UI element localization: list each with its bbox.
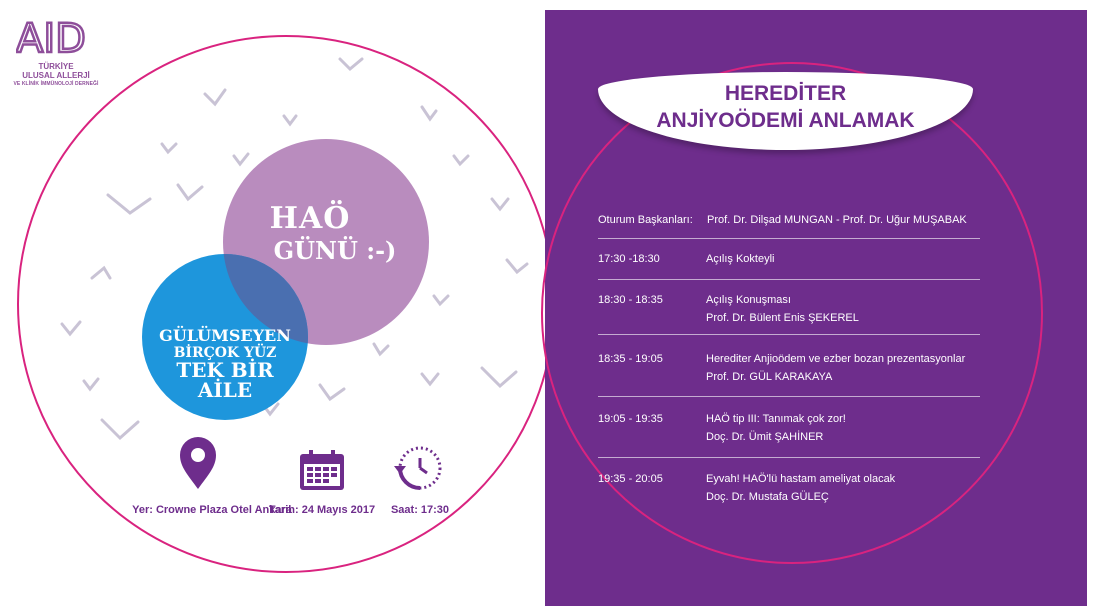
session-time: 18:35 - 19:05 — [598, 353, 663, 365]
session-speaker: Prof. Dr. Bülent Enis ŞEKEREL — [706, 312, 859, 324]
association-name-line3: VE KLİNİK İMMÜNOLOJİ DERNEĞİ — [13, 81, 99, 87]
slogan-line1: GÜLÜMSEYEN — [159, 326, 291, 345]
session-title: Açılış Konuşması — [706, 294, 791, 306]
session-speaker: Prof. Dr. GÜL KARAKAYA — [706, 371, 833, 383]
association-name-line2: ULUSAL ALLERJİ — [22, 71, 90, 80]
slogan-line3: TEK BİR AİLE — [176, 358, 274, 402]
divider — [598, 279, 980, 280]
divider — [598, 457, 980, 458]
divider — [598, 238, 980, 239]
slogan-line2: BİRÇOK YÜZ — [173, 345, 277, 361]
event-subtitle: GÜNÜ :-) — [273, 236, 397, 265]
session-time: 17:30 -18:30 — [598, 253, 660, 265]
chairs-label: Oturum Başkanları: — [598, 214, 693, 226]
time-label: Saat: 17:30 — [390, 504, 450, 516]
date-label: Tarih: 24 Mayıs 2017 — [268, 504, 376, 516]
banner-title-line1: HEREDİTER — [724, 82, 847, 105]
banner-title-line2: ANJİYOÖDEMİ ANLAMAK — [656, 109, 915, 132]
chairs-value: Prof. Dr. Dilşad MUNGAN - Prof. Dr. Uğur MUŞABAK — [707, 214, 967, 226]
session-speaker: Doç. Dr. Ümit ŞAHİNER — [706, 431, 824, 443]
session-time: 19:35 - 20:05 — [598, 473, 663, 485]
divider — [598, 396, 980, 397]
session-title: Herediter Anjioödem ve ezber bozan prezentasyonlar — [706, 353, 966, 365]
divider — [598, 334, 980, 335]
session-title: Eyvah! HAÖ'lü hastam ameliyat olacak — [706, 473, 896, 485]
session-speaker: Doç. Dr. Mustafa GÜLEÇ — [706, 491, 829, 503]
session-title: HAÖ tip III: Tanımak çok zor! — [706, 413, 846, 425]
association-name-line1: TÜRKİYE — [38, 62, 74, 71]
session-title: Açılış Kokteyli — [706, 253, 775, 265]
event-title: HAÖ — [269, 201, 351, 236]
session-time: 18:30 - 18:35 — [598, 294, 663, 306]
session-time: 19:05 - 19:35 — [598, 413, 663, 425]
venue-label: Yer: Crowne Plaza Otel Ankara — [132, 504, 292, 516]
svg-text:AID: AID — [16, 16, 86, 60]
